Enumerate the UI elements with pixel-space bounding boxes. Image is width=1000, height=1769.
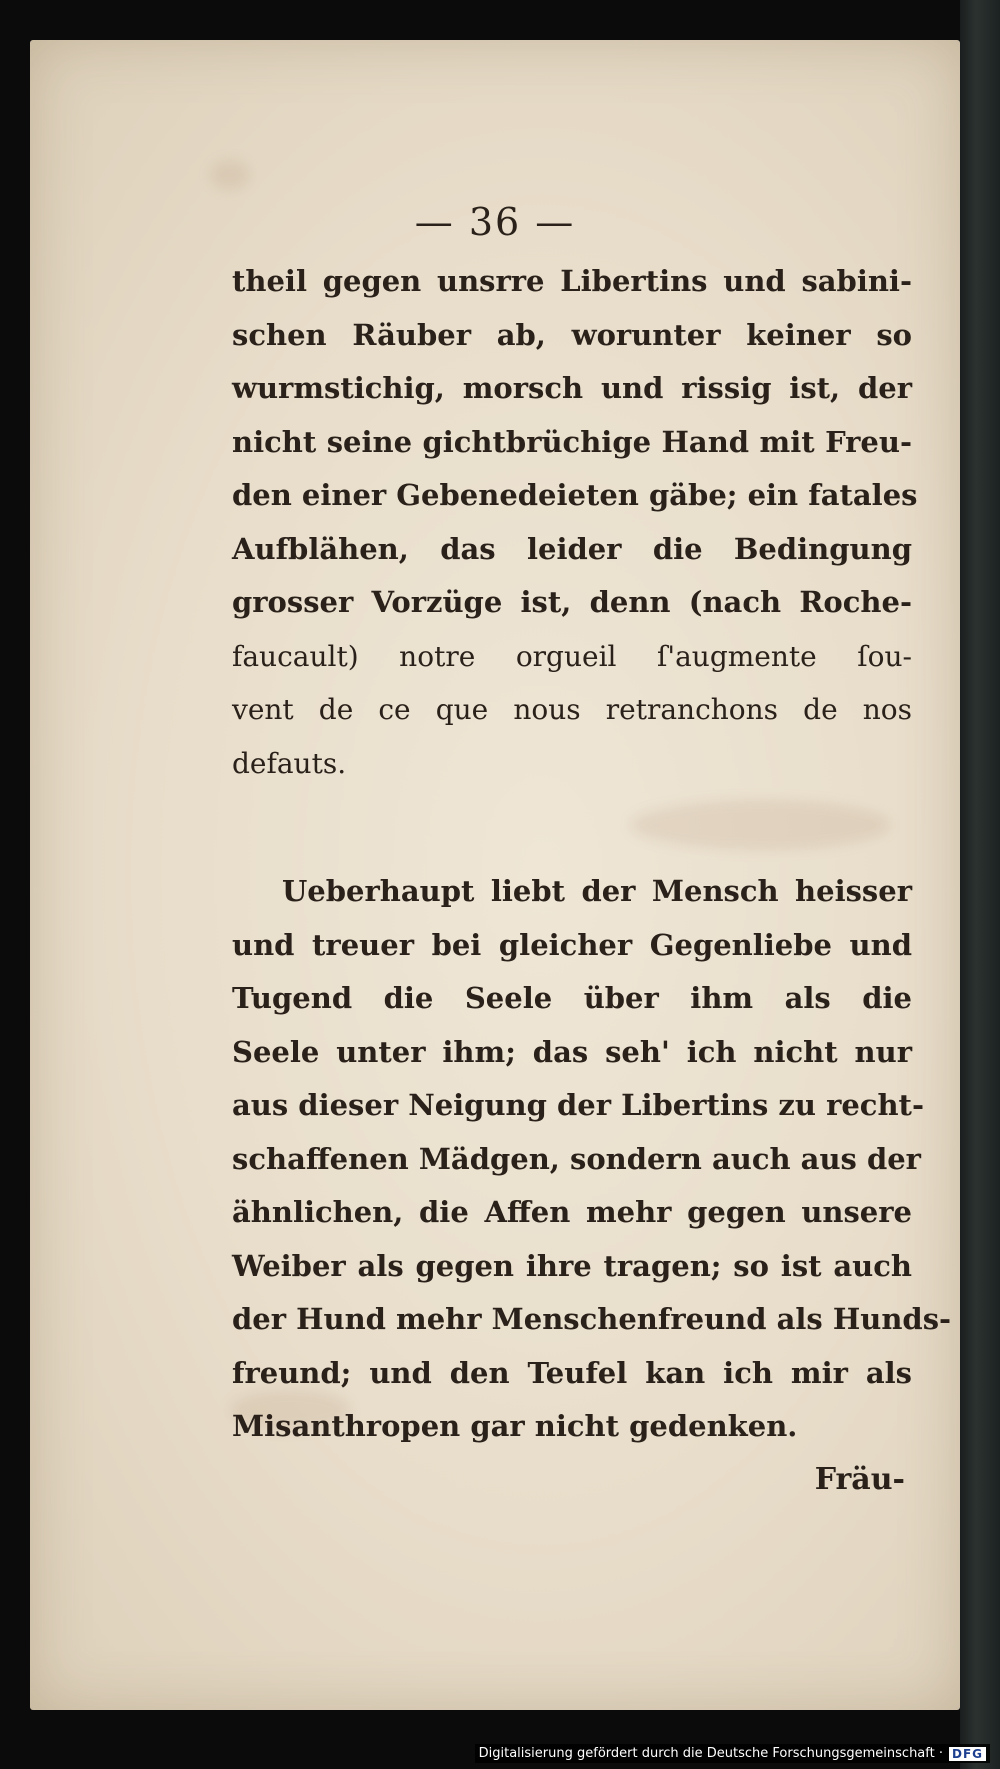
text-line: Ueberhaupt liebt der Mensch heisser	[282, 874, 912, 908]
paper-stain	[630, 800, 890, 850]
text-line: und treuer bei gleicher Gegenliebe und	[232, 927, 912, 962]
text-line: wurmstichig, morsch und rissig ist, der	[232, 371, 912, 405]
paper-stain	[210, 160, 250, 190]
text-line: ähnlichen, die Affen mehr gegen unsere	[232, 1195, 912, 1229]
text-line: schen Räuber ab, worunter keiner so	[232, 317, 912, 352]
book-spine-edge	[960, 0, 1000, 1769]
text-line: Aufblähen, das leider die Bedingung	[232, 531, 912, 566]
text-line: freund; und den Teufel kan ich mir als	[232, 1355, 912, 1390]
text-line: grosser Vorzüge ist, denn (nach Roche-	[232, 585, 912, 619]
text-line: schaffenen Mädgen, sondern auch aus der	[232, 1141, 921, 1176]
text-line: Misanthropen gar nicht gedenken.	[232, 1409, 798, 1443]
text-line: den einer Gebenedeieten gäbe; ein fatales	[232, 478, 918, 512]
credit-text: Digitalisierung gefördert durch die Deutsche Forschungsgemeinschaft ·	[478, 1746, 943, 1761]
digitization-credit	[475, 1744, 990, 1763]
text-line: Seele unter ihm; das seh' ich nicht nur	[232, 1034, 912, 1069]
dfg-logo: DFG	[949, 1747, 986, 1761]
text-line: nicht seine gichtbrüchige Hand mit Freu-	[232, 424, 912, 459]
text-line: vent de ce que nous retranchons de nos	[232, 693, 912, 726]
text-line: theil gegen unsrre Libertins und sabini-	[232, 264, 912, 298]
text-line: Weiber als gegen ihre tragen; so ist auch	[232, 1248, 912, 1283]
text-line: Tugend die Seele über ihm als die	[232, 981, 912, 1015]
page-number: — 36 —	[414, 200, 576, 244]
catchword: Fräu-	[814, 1462, 905, 1497]
paragraph-2	[232, 865, 952, 1454]
text-line: faucault) notre orgueil ſ'augmente ſou-	[232, 639, 912, 673]
text-line: aus dieser Neigung der Libertins zu recht-	[232, 1088, 924, 1122]
text-line: der Hund mehr Menschenfreund als Hunds-	[232, 1302, 952, 1336]
text-line: defauts.	[232, 746, 347, 780]
paragraph-1	[232, 255, 918, 790]
